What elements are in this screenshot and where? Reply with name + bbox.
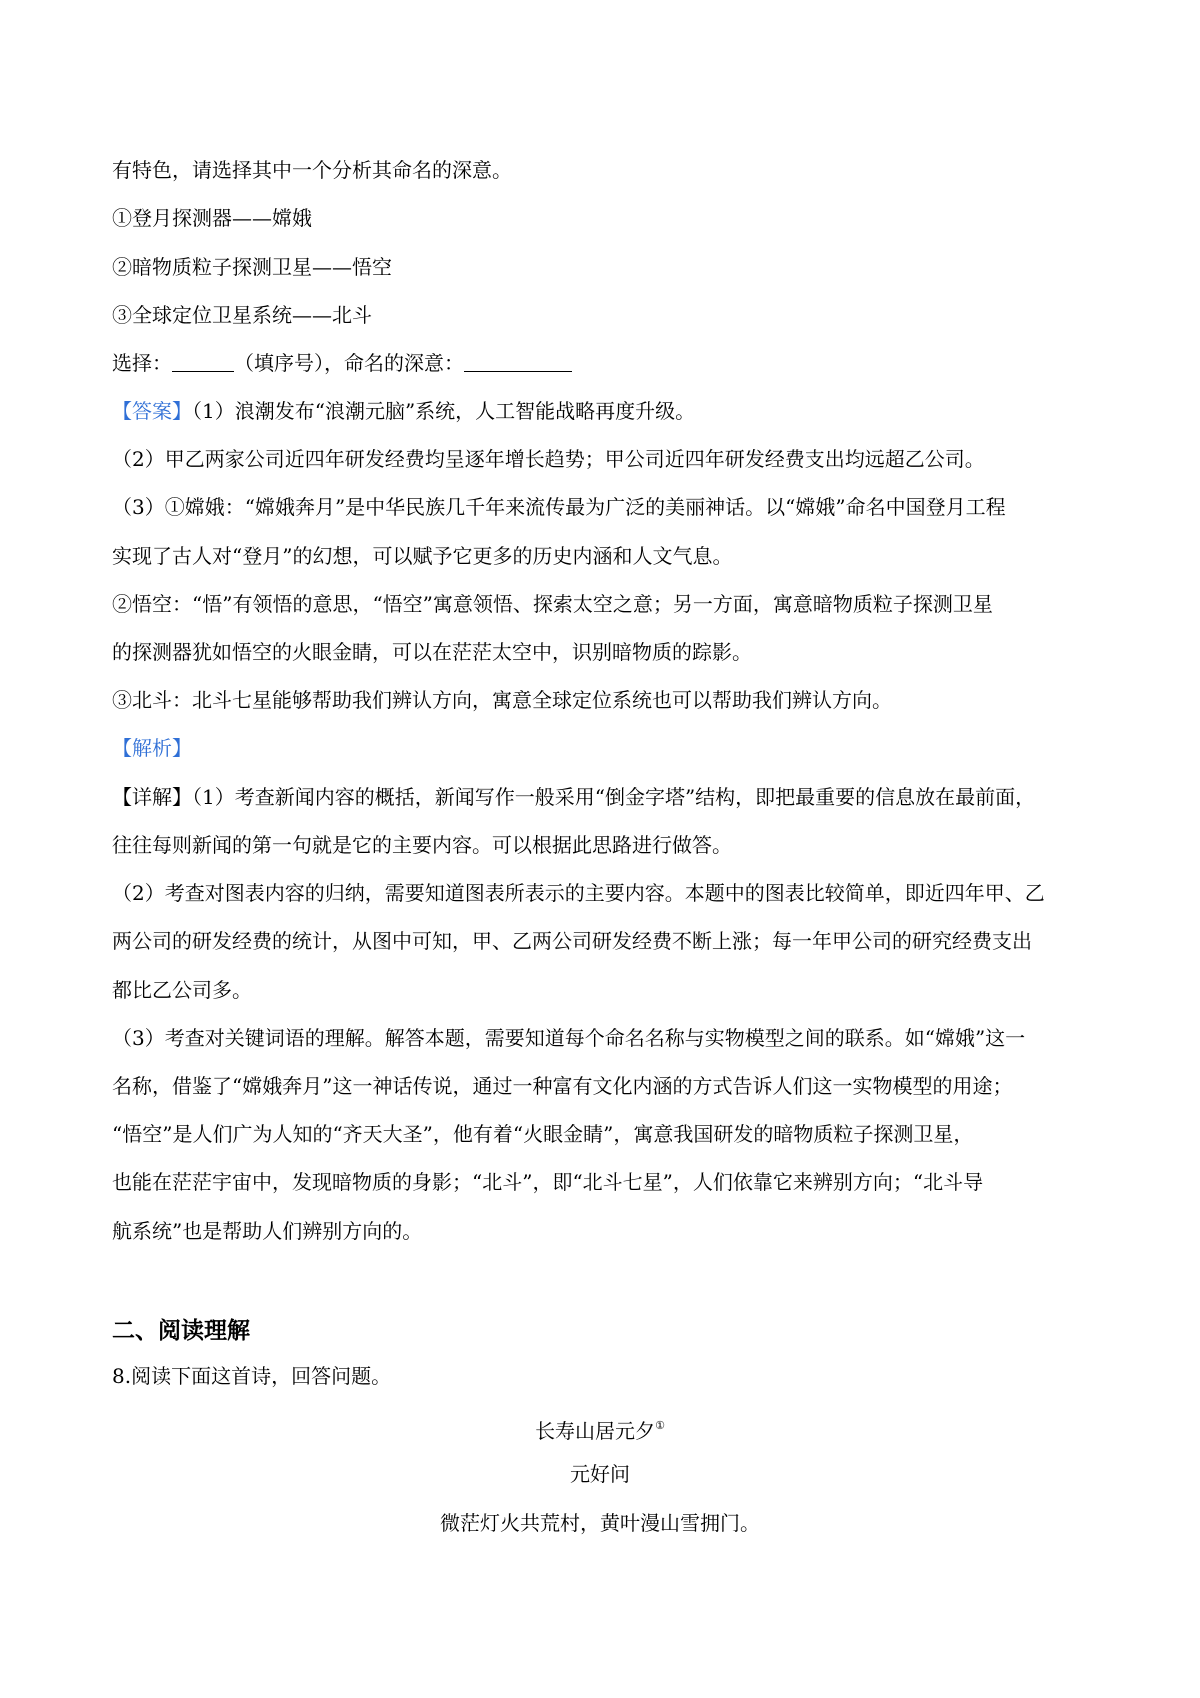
fill-prompt bbox=[112, 349, 1092, 377]
detail-line-2: 往往每则新闻的第一句就是它的主要内容。可以根据此思路进行做答。 bbox=[112, 833, 732, 857]
answer-3-line-1: （3）①嫦娥：“嫦娥奔月”是中华民族几千年来流传最为广泛的美丽神话。以“嫦娥”命名中国登月工程 bbox=[112, 495, 1006, 519]
detail-line-4: 两公司的研发经费的统计，从图中可知，甲、乙两公司研发经费不断上涨；每一年甲公司的研究经费支出 bbox=[112, 929, 1032, 953]
detail-line-7: 名称，借鉴了“嫦娥奔月”这一神话传说，通过一种富有文化内涵的方式告诉人们这一实物模型的用途； bbox=[112, 1074, 1013, 1098]
analysis-tag: 【解析】 bbox=[112, 736, 192, 760]
detail-tag: 【详解】 bbox=[112, 785, 192, 809]
detail-line-6: （3）考查对关键词语的理解。解答本题，需要知道每个命名名称与实物模型之间的联系。如“嫦娥”这一 bbox=[112, 1026, 1026, 1050]
order-hint: （填序号），命名的深意： bbox=[234, 351, 464, 375]
answer-line-1 bbox=[112, 397, 1092, 425]
question-8: 8.阅读下面这首诗，回答问题。 bbox=[112, 1364, 392, 1388]
footnote-mark: ① bbox=[655, 1419, 665, 1432]
detail-line-8: “悟空”是人们广为人知的“齐天大圣”，他有着“火眼金睛”，寓意我国研发的暗物质粒子探测卫星， bbox=[112, 1122, 974, 1146]
select-blank[interactable] bbox=[172, 351, 234, 372]
option-1: ①登月探测器——嫦娥 bbox=[112, 206, 312, 230]
detail-line-10: 航系统”也是帮助人们辨别方向的。 bbox=[112, 1219, 423, 1243]
detail-line-5: 都比乙公司多。 bbox=[112, 978, 252, 1002]
option-3: ③全球定位卫星系统——北斗 bbox=[112, 303, 372, 327]
question-tail: 有特色，请选择其中一个分析其命名的深意。 bbox=[112, 158, 512, 182]
option-2: ②暗物质粒子探测卫星——悟空 bbox=[112, 255, 392, 279]
answer-3-line-4: 的探测器犹如悟空的火眼金睛，可以在茫茫太空中，识别暗物质的踪影。 bbox=[112, 640, 752, 664]
poem-title-text: 长寿山居元夕 bbox=[535, 1419, 656, 1443]
answer-3-line-5: ③北斗：北斗七星能够帮助我们辨认方向，寓意全球定位系统也可以帮助我们辨认方向。 bbox=[112, 688, 892, 712]
detail-text-1: （1）考查新闻内容的概括，新闻写作一般采用“倒金字塔”结构，即把最重要的信息放在最前面， bbox=[192, 785, 1036, 809]
poem-line-1: 微茫灯火共荒村，黄叶漫山雪拥门。 bbox=[440, 1511, 760, 1535]
answer-tag: 【答案】 bbox=[112, 399, 192, 423]
answer-2: （2）甲乙两家公司近四年研发经费均呈逐年增长趋势；甲公司近四年研发经费支出均远超乙公司。 bbox=[112, 447, 985, 471]
detail-line-1 bbox=[112, 783, 1092, 811]
answer-3-line-3: ②悟空：“悟”有领悟的意思，“悟空”寓意领悟、探索太空之意；另一方面，寓意暗物质粒子探测卫星 bbox=[112, 592, 993, 616]
section-title: 二、阅读理解 bbox=[112, 1318, 250, 1344]
select-label: 选择： bbox=[112, 351, 172, 375]
answer-1: （1）浪潮发布“浪潮元脑”系统，人工智能战略再度升级。 bbox=[192, 399, 696, 423]
detail-line-3: （2）考查对图表内容的归纳，需要知道图表所表示的主要内容。本题中的图表比较简单，即近四年甲、乙 bbox=[112, 881, 1045, 905]
answer-3-line-2: 实现了古人对“登月”的幻想，可以赋予它更多的历史内涵和人文气息。 bbox=[112, 544, 733, 568]
meaning-blank[interactable] bbox=[464, 351, 572, 372]
detail-line-9: 也能在茫茫宇宙中，发现暗物质的身影；“北斗”，即“北斗七星”，人们依靠它来辨别方向；“北斗导 bbox=[112, 1170, 984, 1194]
poem-author: 元好问 bbox=[570, 1462, 630, 1486]
poem-title bbox=[0, 1412, 1200, 1445]
